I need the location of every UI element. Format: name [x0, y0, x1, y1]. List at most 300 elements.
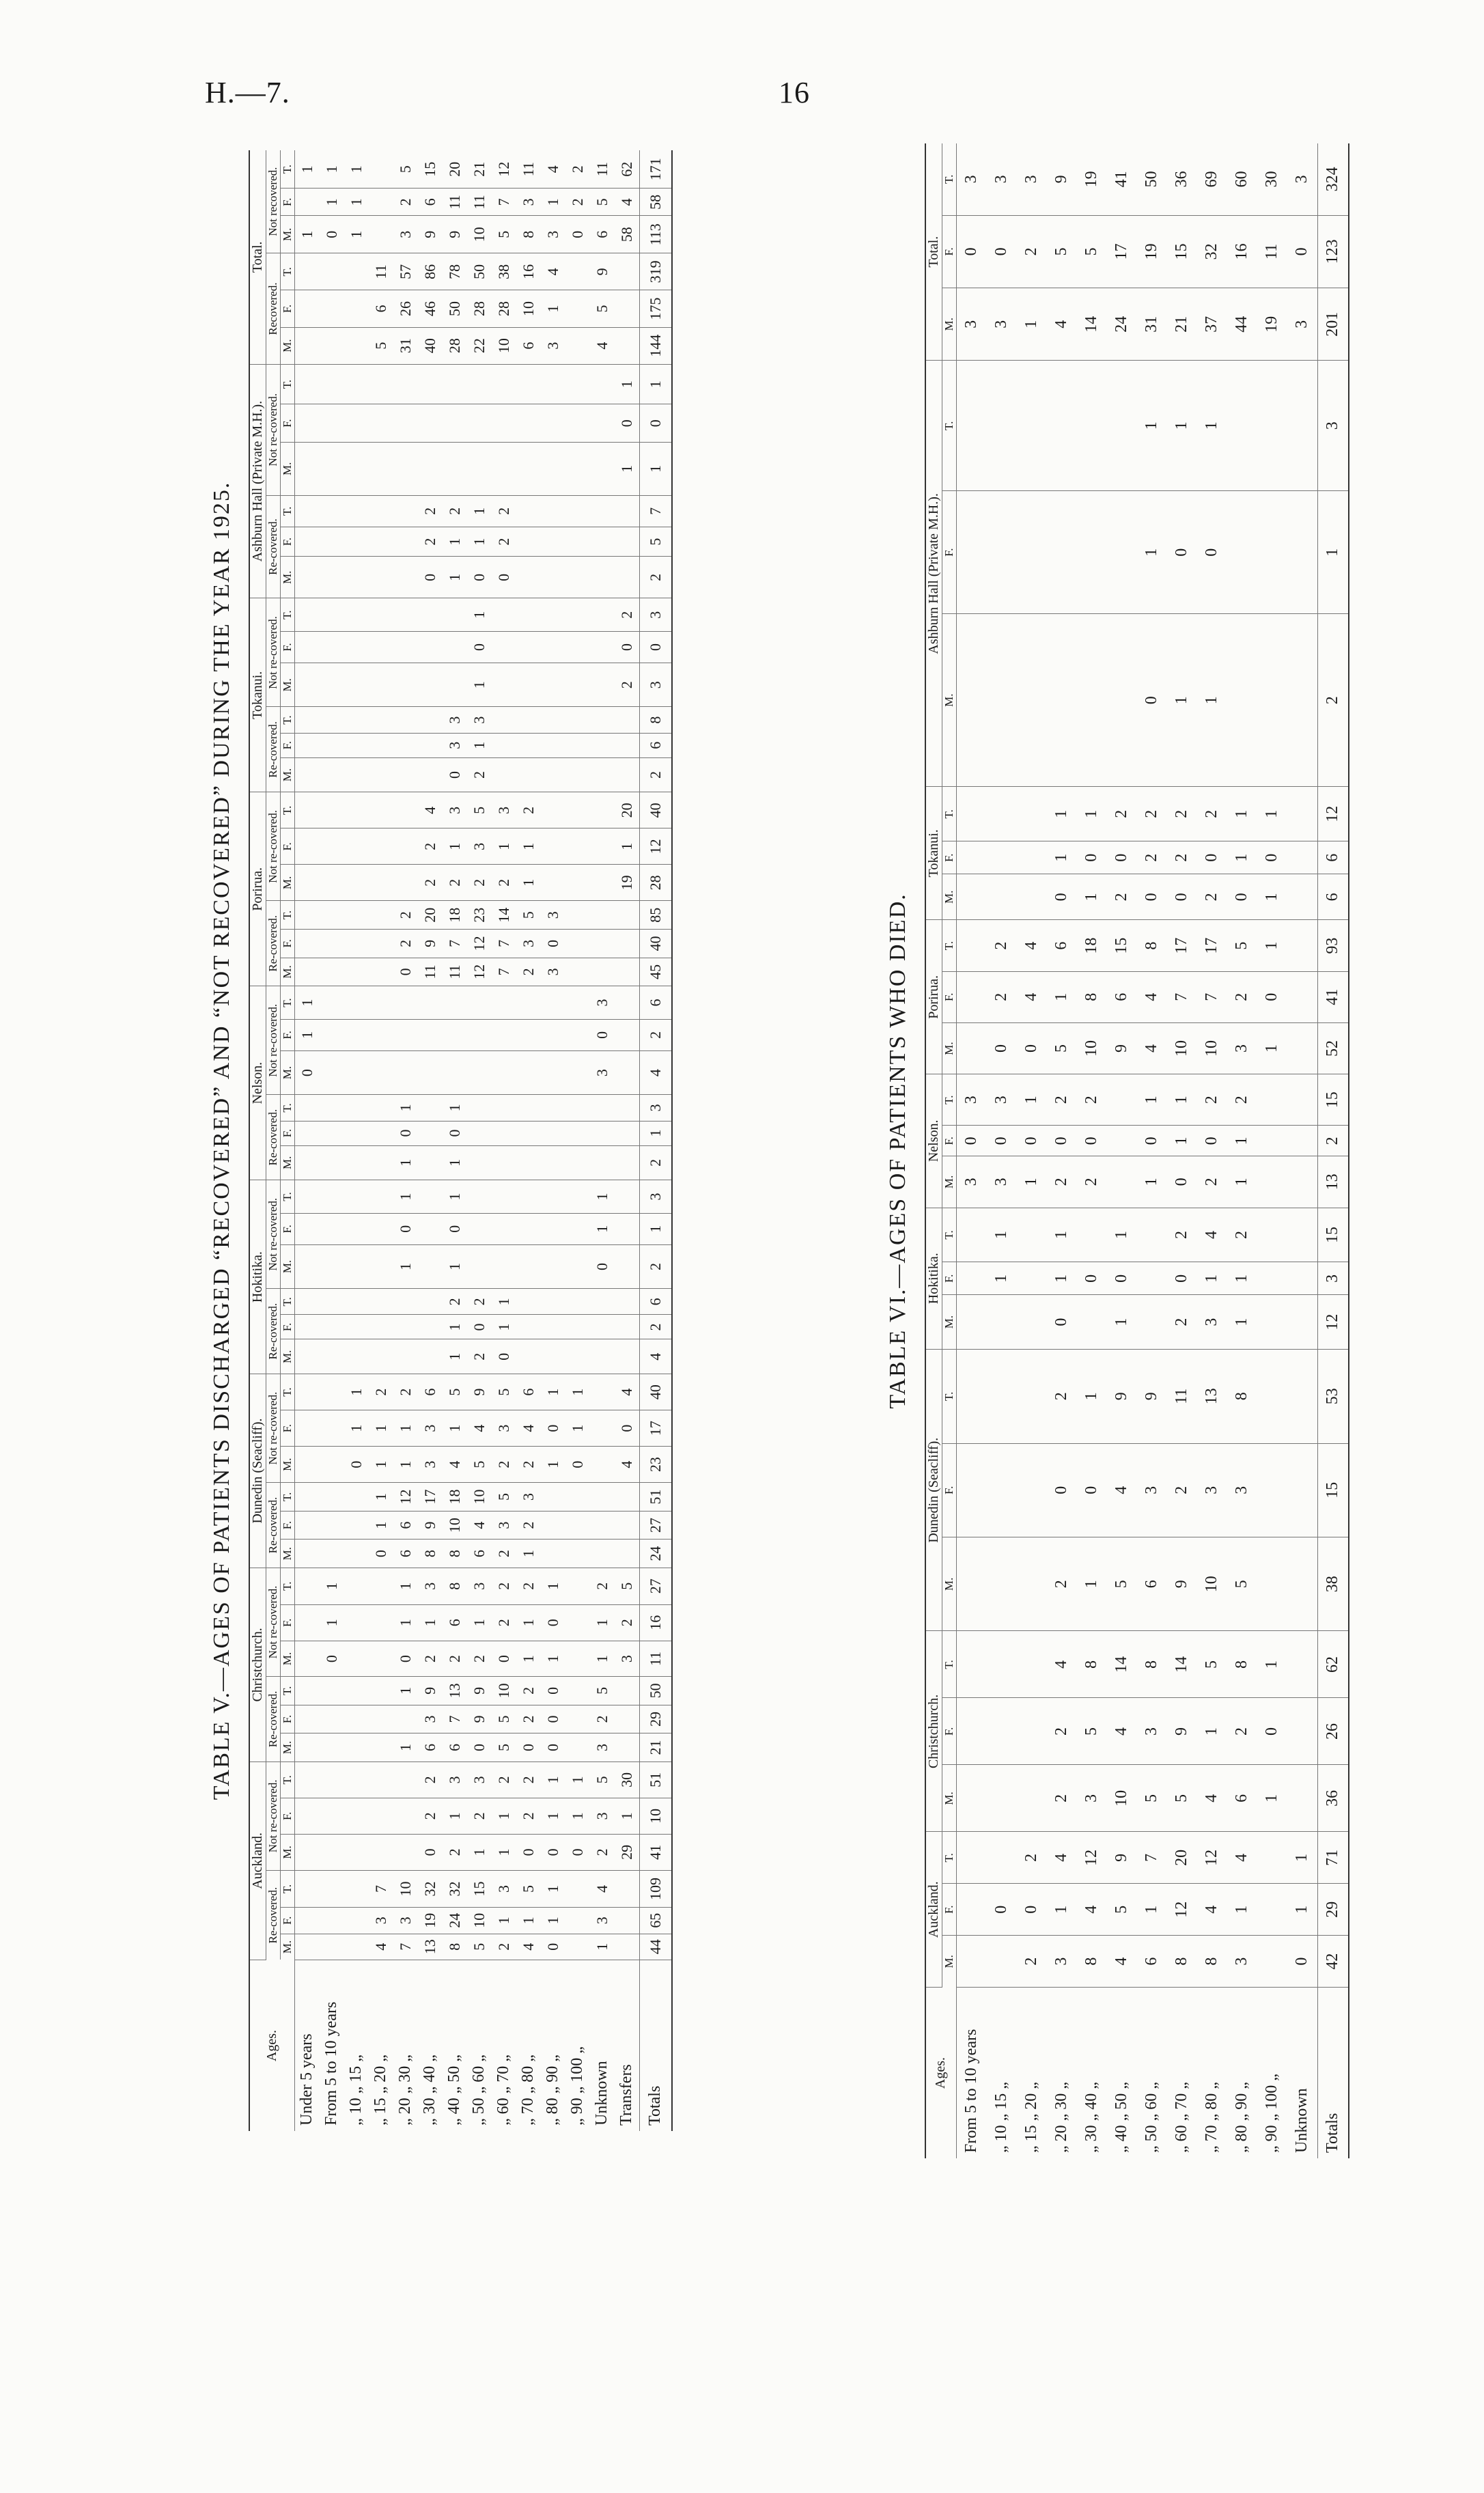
table-cell: 2 [1107, 874, 1137, 920]
table-cell: 0 [320, 1641, 344, 1677]
table-cell [418, 757, 443, 792]
table-cell [393, 1050, 418, 1095]
table-cell: 5 [590, 1761, 615, 1798]
table-cell: 3 [443, 733, 467, 757]
table-cell [615, 1908, 640, 1934]
sex-header: M. [280, 1050, 294, 1095]
table-cell: 5 [393, 150, 418, 189]
table-cell: 4 [1107, 1698, 1137, 1765]
table-cell [393, 1339, 418, 1374]
age-group-label: „ 90 „ 100 „ [568, 2046, 587, 2126]
table-cell: 1 [344, 1374, 369, 1410]
table-cell [320, 1244, 344, 1289]
table-cell [590, 663, 615, 707]
table-cell [294, 1213, 320, 1244]
table-cell: 0 [956, 1126, 987, 1156]
table-cell [615, 901, 640, 930]
table-cell: 12 [393, 1483, 418, 1512]
table-cell [294, 733, 320, 757]
table-cell: 8 [1077, 1631, 1107, 1698]
table-cell [418, 598, 443, 632]
total-cell: 2 [1317, 1126, 1349, 1156]
table-cell [443, 632, 467, 663]
table-cell [344, 527, 369, 556]
sex-header: T. [280, 150, 294, 189]
table-cell: 1 [443, 527, 467, 556]
table-cell: 2 [492, 527, 516, 556]
table-cell: 0 [492, 1339, 516, 1374]
table-cell [590, 598, 615, 632]
table-cell: 2 [1167, 1295, 1197, 1350]
table-cell [516, 1213, 541, 1244]
table-cell [541, 404, 565, 442]
table-cell [320, 1145, 344, 1180]
total-cell: 44 [639, 1934, 672, 1960]
table-cell: 1 [467, 598, 492, 632]
sex-header: T. [942, 1631, 957, 1698]
table-cell: 21 [467, 150, 492, 189]
table-cell: 1 [492, 1315, 516, 1339]
table-cell [1017, 874, 1047, 920]
sex-header: M. [942, 1022, 957, 1074]
table-cell: 3 [418, 1705, 443, 1733]
table-cell [294, 632, 320, 663]
table-cell: 0 [541, 1677, 565, 1705]
total-cell: 0 [639, 404, 672, 442]
table-cell: 5 [1227, 920, 1257, 971]
table-cell: 2 [443, 1834, 467, 1870]
table-cell [344, 1540, 369, 1568]
table-cell: 5 [467, 1447, 492, 1483]
table-cell [369, 707, 393, 733]
table-cell: 11 [443, 189, 467, 216]
table-cell [294, 495, 320, 527]
age-group-label: „ 60 „ 70 „ [494, 2055, 513, 2126]
table-cell: 3 [467, 1761, 492, 1798]
table-cell: 1 [467, 1834, 492, 1870]
status-header: Re-covered. [266, 1483, 281, 1568]
table-cell [320, 1050, 344, 1095]
sex-header: M. [280, 1447, 294, 1483]
institution-header: Porirua. [925, 920, 942, 1074]
table-cell [369, 1761, 393, 1798]
table-cell: 2 [492, 1761, 516, 1798]
table-cell: 3 [467, 828, 492, 865]
table-cell [320, 442, 344, 495]
table-cell [294, 1733, 320, 1762]
table-cell: 0 [467, 632, 492, 663]
age-group-label: Unknown [593, 2061, 611, 2126]
table-row [320, 150, 344, 2131]
table-cell [320, 663, 344, 707]
status-header: Re-covered. [266, 1677, 281, 1762]
table-cell [320, 1095, 344, 1121]
table-cell [1287, 1262, 1318, 1295]
table-cell [467, 1019, 492, 1050]
table-cell [369, 1641, 393, 1677]
status-header: Not re-covered. [266, 598, 281, 707]
table-cell [344, 1315, 369, 1339]
table-cell [565, 290, 590, 327]
table-cell [1077, 1208, 1107, 1262]
table-cell [294, 1315, 320, 1339]
institution-header: Dunedin (Seacliff). [925, 1350, 942, 1631]
table-cell [1287, 787, 1318, 841]
table-cell: 5 [516, 901, 541, 930]
table-row [956, 143, 987, 2158]
table-cell [615, 557, 640, 598]
status-header: Not re-covered. [266, 364, 281, 495]
table-cell [1257, 1156, 1287, 1208]
table-cell: 2 [418, 828, 443, 865]
table-cell [516, 598, 541, 632]
table-cell [294, 707, 320, 733]
total-cell: 11 [639, 1641, 672, 1677]
table-cell [344, 1050, 369, 1095]
table-cell: 2 [516, 1705, 541, 1733]
table-cell [987, 1443, 1017, 1537]
table-cell: 6 [590, 216, 615, 253]
sex-header: F. [280, 527, 294, 556]
table-cell: 9 [1167, 1537, 1197, 1631]
table-cell [369, 792, 393, 828]
table-cell [956, 971, 987, 1022]
table-cell: 1 [320, 150, 344, 189]
table-cell: 3 [418, 1410, 443, 1447]
total-cell: 3 [639, 598, 672, 632]
table-cell: 9 [1137, 1350, 1167, 1444]
table-cell: 2 [516, 1568, 541, 1604]
table-cell [393, 1834, 418, 1870]
table-cell [492, 1145, 516, 1180]
age-group-label: „ 60 „ 70 „ [1173, 2082, 1191, 2153]
table-cell [344, 733, 369, 757]
table-cell: 1 [541, 1641, 565, 1677]
table-cell [344, 1019, 369, 1050]
table-cell [393, 986, 418, 1020]
total-cell: 62 [1317, 1631, 1349, 1698]
total-cell: 93 [1317, 920, 1349, 971]
table-cell [443, 442, 467, 495]
table-cell [320, 527, 344, 556]
table-row [1167, 143, 1197, 2158]
table-cell: 3 [492, 1511, 516, 1540]
table-cell [956, 1698, 987, 1765]
table-cell: 3 [516, 189, 541, 216]
table-cell: 1 [516, 828, 541, 865]
table-cell: 2 [1077, 1074, 1107, 1126]
table-cell: 44 [1227, 288, 1257, 361]
total-cell: 2 [639, 557, 672, 598]
table-cell [516, 1121, 541, 1145]
table-cell: 5 [1137, 1765, 1167, 1832]
table-cell: 0 [541, 930, 565, 958]
table-cell [344, 1934, 369, 1960]
table-cell: 5 [1197, 1631, 1227, 1698]
table-cell: 0 [987, 1126, 1017, 1156]
table-cell: 8 [418, 1540, 443, 1568]
age-group-label: „ 50 „ 60 „ [470, 2055, 488, 2126]
table-cell: 4 [369, 1934, 393, 1960]
table-cell: 46 [418, 290, 443, 327]
table-cell: 1 [541, 189, 565, 216]
table-cell [956, 1936, 987, 1988]
sex-header: M. [942, 288, 957, 361]
table-cell [516, 364, 541, 404]
table-cell [320, 1374, 344, 1410]
table-cell [1227, 614, 1257, 787]
table-cell [492, 1121, 516, 1145]
table-cell [320, 632, 344, 663]
table-cell [344, 632, 369, 663]
sex-header: F. [942, 971, 957, 1022]
sex-header: F. [942, 215, 957, 288]
table-cell [956, 1208, 987, 1262]
table-cell [344, 327, 369, 364]
table-cell: 2 [516, 1761, 541, 1798]
table-cell [344, 1798, 369, 1834]
total-cell: 3 [1317, 1262, 1349, 1295]
table-cell: 18 [1077, 920, 1107, 971]
table-cell: 1 [393, 1604, 418, 1641]
table-cell: 6 [443, 1604, 467, 1641]
table-cell: 3 [956, 1074, 987, 1126]
table-cell: 1 [418, 1604, 443, 1641]
table-row [1107, 143, 1137, 2158]
table-cell: 1 [467, 495, 492, 527]
table-cell: 2 [1227, 1208, 1257, 1262]
table-cell [1257, 1262, 1287, 1295]
table-cell: 2 [467, 757, 492, 792]
table-cell: 3 [590, 986, 615, 1020]
table-cell: 1 [1137, 491, 1167, 614]
table-cell [615, 1121, 640, 1145]
table-cell [443, 404, 467, 442]
table-cell: 2 [1047, 1537, 1077, 1631]
table-cell: 3 [369, 1908, 393, 1934]
sex-header: F. [280, 1121, 294, 1145]
table-cell: 1 [443, 1315, 467, 1339]
table-cell: 0 [294, 1050, 320, 1095]
table-cell [1257, 1936, 1287, 1988]
table-cell: 3 [492, 1870, 516, 1907]
table-cell [492, 986, 516, 1020]
table-cell [516, 1180, 541, 1214]
table-cell: 12 [467, 958, 492, 986]
table-cell [1257, 1126, 1287, 1156]
total-cell: 319 [639, 253, 672, 290]
sex-header: T. [280, 253, 294, 290]
table-cell [956, 1537, 987, 1631]
age-group-label: „ 30 „ 40 „ [1082, 2082, 1101, 2153]
table-cell [956, 920, 987, 971]
table-cell [1077, 1295, 1107, 1350]
table-cell: 1 [393, 1733, 418, 1762]
table-cell: 6 [1137, 1537, 1167, 1631]
table-cell: 1 [1017, 1074, 1047, 1126]
table-cell [615, 495, 640, 527]
table-cell [615, 1289, 640, 1315]
sex-header: T. [280, 792, 294, 828]
table-cell: 9 [590, 253, 615, 290]
table-cell: 9 [418, 1511, 443, 1540]
table-cell [1017, 1295, 1047, 1350]
table-cell [344, 1145, 369, 1180]
table-cell: 5 [516, 1870, 541, 1907]
header-row-institutions [925, 143, 942, 2158]
table-cell: 19 [615, 865, 640, 901]
sex-header: T. [280, 986, 294, 1020]
sex-header: T. [942, 787, 957, 841]
table-cell [1017, 841, 1047, 874]
status-header: Not re-covered. [266, 1180, 281, 1289]
table-cell: 4 [1197, 1765, 1227, 1832]
table-cell [1137, 1262, 1167, 1295]
table-cell [565, 1705, 590, 1733]
table-cell: 5 [492, 216, 516, 253]
status-header: Re-covered. [266, 901, 281, 986]
institution-header: Ashburn Hall (Private M.H.). [249, 364, 266, 598]
table-cell: 0 [443, 757, 467, 792]
table-cell [369, 930, 393, 958]
table-cell: 58 [615, 216, 640, 253]
table-cell: 2 [1227, 1074, 1257, 1126]
table-cell: 4 [1047, 1631, 1077, 1698]
sex-header: M. [942, 1936, 957, 1988]
table-cell: 6 [418, 189, 443, 216]
table-cell: 0 [956, 215, 987, 288]
status-header: Not recovered. [266, 150, 281, 253]
table-cell [1017, 1262, 1047, 1295]
table-cell [344, 1511, 369, 1540]
table-cell [1257, 1295, 1287, 1350]
table-cell: 4 [516, 1934, 541, 1960]
table-cell [294, 1677, 320, 1705]
table-cell [956, 1631, 987, 1698]
table-cell [443, 364, 467, 404]
table-row [565, 150, 590, 2131]
total-cell: 24 [639, 1540, 672, 1568]
status-header: Re-covered. [266, 1289, 281, 1374]
table-cell: 17 [1197, 920, 1227, 971]
table-cell [565, 1095, 590, 1121]
table-cell: 2 [516, 792, 541, 828]
table-cell [418, 442, 443, 495]
age-group-label: „ 10 „ 15 „ [347, 2055, 365, 2126]
table-cell [320, 557, 344, 598]
table-cell: 5 [492, 1733, 516, 1762]
table-cell [369, 557, 393, 598]
table-cell: 37 [1197, 288, 1227, 361]
table-cell: 9 [1107, 1350, 1137, 1444]
table-cell [320, 930, 344, 958]
sex-header: T. [280, 1568, 294, 1604]
table-cell: 1 [393, 1568, 418, 1604]
table-cell [344, 495, 369, 527]
table-cell [565, 527, 590, 556]
table-cell: 2 [418, 865, 443, 901]
table-cell [516, 442, 541, 495]
table-cell: 1 [1137, 361, 1167, 491]
table-cell [565, 442, 590, 495]
table-cell: 1 [590, 1641, 615, 1677]
table-cell: 1 [590, 1934, 615, 1960]
table-cell: 6 [393, 1511, 418, 1540]
sex-header: F. [942, 1698, 957, 1765]
table-cell [1287, 1443, 1318, 1537]
age-group-label: „ 20 „ 30 „ [1052, 2082, 1071, 2153]
table-cell [1257, 614, 1287, 787]
table-cell: 2 [516, 1677, 541, 1705]
table-cell [393, 757, 418, 792]
institution-header: Ashburn Hall (Private M.H.). [925, 361, 942, 787]
sex-header: M. [942, 874, 957, 920]
table-cell: 6 [369, 290, 393, 327]
table-cell: 1 [443, 1145, 467, 1180]
table-cell [615, 1934, 640, 1960]
table-cell: 0 [615, 1410, 640, 1447]
sex-header: T. [280, 1677, 294, 1705]
table-cell: 6 [516, 1374, 541, 1410]
table-cell [956, 491, 987, 614]
table-cell: 1 [1047, 1208, 1077, 1262]
table-cell: 3 [443, 1761, 467, 1798]
table-cell: 0 [1167, 1156, 1197, 1208]
table-cell: 11 [516, 150, 541, 189]
sex-header: F. [280, 632, 294, 663]
table-row [1287, 143, 1318, 2158]
total-cell: 6 [639, 1289, 672, 1315]
table-cell: 2 [418, 527, 443, 556]
table-cell [590, 901, 615, 930]
table-cell [467, 1145, 492, 1180]
table-cell: 8 [443, 1568, 467, 1604]
table-cell: 23 [467, 901, 492, 930]
table-cell: 5 [1107, 1884, 1137, 1936]
table-cell: 2 [1047, 1698, 1077, 1765]
table-cell [344, 404, 369, 442]
table-cell: 4 [1107, 1443, 1137, 1537]
age-group-label: „ 15 „ 20 „ [372, 2055, 390, 2126]
table-cell: 1 [294, 216, 320, 253]
table-cell [565, 1019, 590, 1050]
table-cell: 4 [1137, 1022, 1167, 1074]
table-cell: 5 [1047, 215, 1077, 288]
table-cell [344, 1339, 369, 1374]
table-cell [294, 1244, 320, 1289]
table-cell [987, 1631, 1017, 1698]
table-cell [590, 1289, 615, 1315]
table-cell: 0 [1107, 841, 1137, 874]
table-cell [369, 828, 393, 865]
table-cell: 0 [418, 557, 443, 598]
table-cell [565, 1213, 590, 1244]
table-cell: 0 [1197, 1126, 1227, 1156]
table-cell [492, 1095, 516, 1121]
table-cell [565, 253, 590, 290]
table-cell: 14 [492, 901, 516, 930]
table-cell: 1 [467, 733, 492, 757]
table-cell: 4 [615, 1447, 640, 1483]
table-cell: 1 [1197, 1698, 1227, 1765]
sex-header: F. [942, 841, 957, 874]
table-cell: 2 [1047, 1156, 1077, 1208]
table-cell [393, 1761, 418, 1798]
table-cell: 0 [1167, 491, 1197, 614]
table-cell [294, 865, 320, 901]
total-cell: 123 [1317, 215, 1349, 288]
table-cell: 15 [1107, 920, 1137, 971]
